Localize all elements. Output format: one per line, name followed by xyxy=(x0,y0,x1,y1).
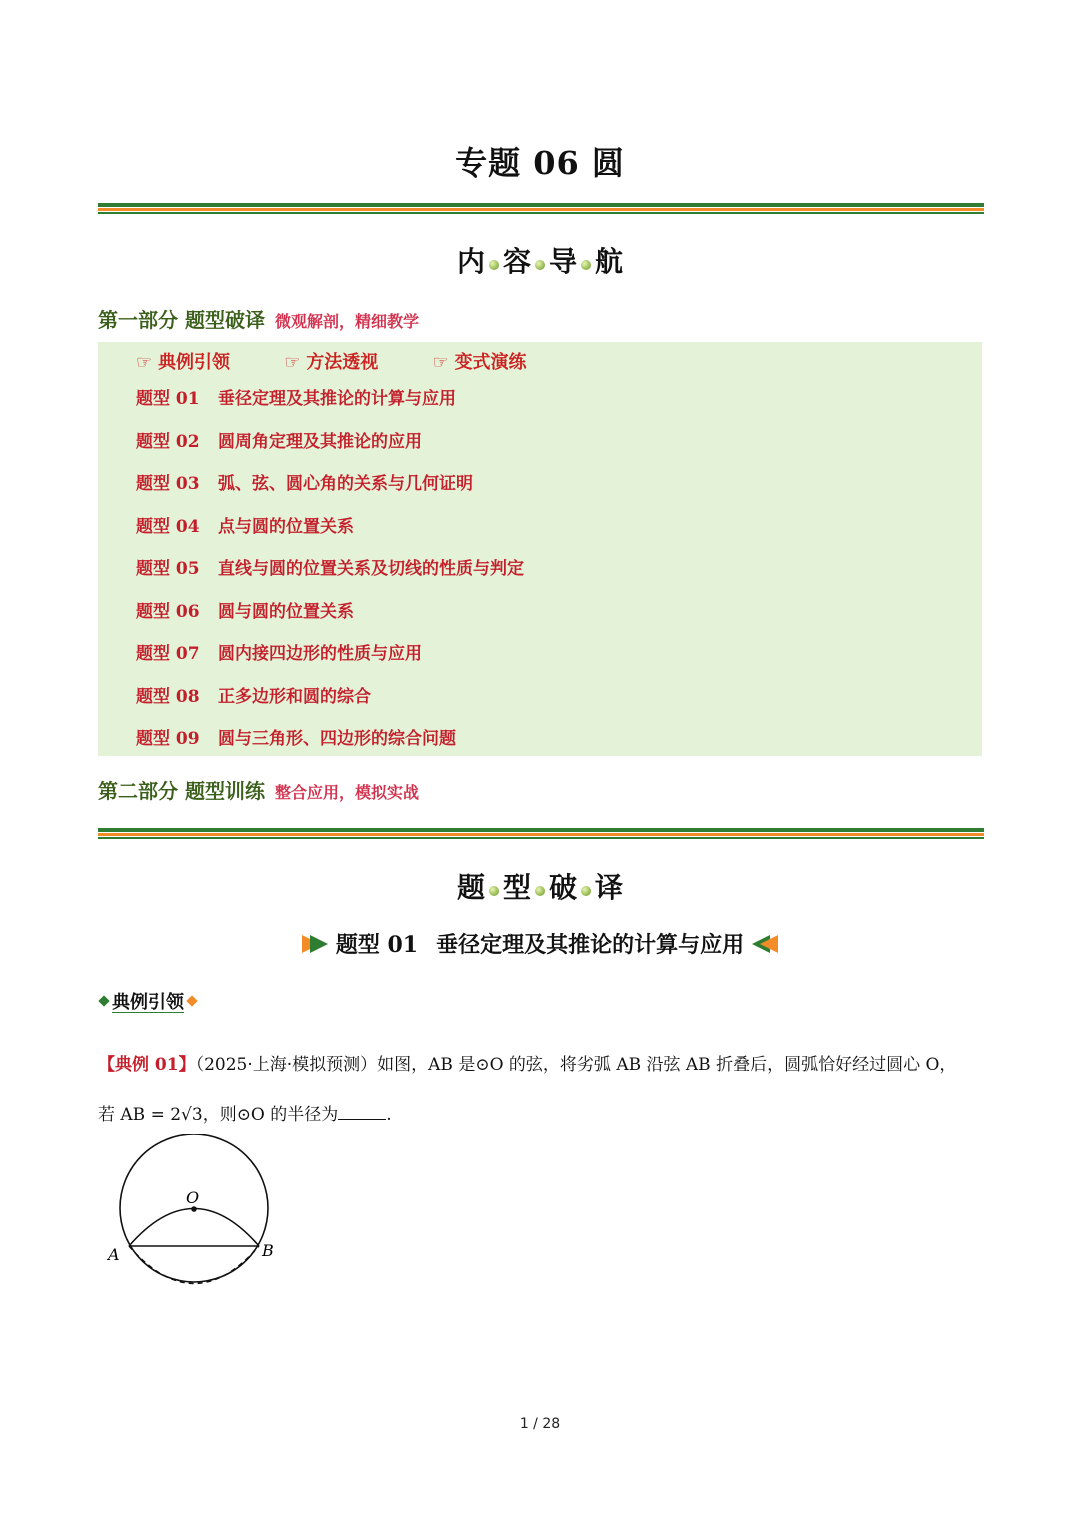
type-title: 垂径定理及其推论的计算与应用 xyxy=(436,933,745,958)
section-heading xyxy=(0,866,1080,906)
question-line-1 xyxy=(98,1040,988,1090)
toc-item[interactable]: 题型 07 圆内接四边形的性质与应用 xyxy=(136,644,422,664)
nav-heading-char: 内 xyxy=(456,245,485,278)
tag-examples: ☞ 典例引领 xyxy=(136,352,230,373)
example-source: （2025·上海·模拟预测）如图， xyxy=(195,1055,429,1075)
original-arc xyxy=(129,1246,259,1284)
diamond-icon xyxy=(98,995,109,1006)
question-line-2 xyxy=(98,1090,988,1140)
section-heading-char: 题 xyxy=(456,871,485,904)
nav-heading-char: 航 xyxy=(595,245,624,278)
toc-item[interactable]: 题型 05 直线与圆的位置关系及切线的性质与判定 xyxy=(136,559,524,579)
top-divider xyxy=(98,203,984,213)
toc-item[interactable]: 题型 06 圆与圆的位置关系 xyxy=(136,601,354,622)
part2-heading xyxy=(98,775,419,804)
pointing-hand-icon: ☞ xyxy=(284,352,301,373)
dot-icon xyxy=(489,260,499,270)
pointing-hand-icon: ☞ xyxy=(432,352,449,373)
tag-practice: ☞ 变式演练 xyxy=(432,352,527,373)
example-question xyxy=(98,1040,988,1140)
toc-item[interactable]: 题型 01 垂径定理及其推论的计算与应用 xyxy=(136,389,456,409)
dot-icon xyxy=(535,886,545,896)
folded-arc xyxy=(129,1209,259,1247)
mid-divider xyxy=(98,828,984,838)
label-a: A xyxy=(108,1245,120,1264)
toc-item[interactable]: 题型 02 圆周角定理及其推论的应用 xyxy=(136,431,422,452)
page-title: 专题 06 圆 xyxy=(455,144,625,182)
arrow-right-icon xyxy=(310,935,328,953)
diamond-icon xyxy=(186,995,197,1006)
part2-subtitle: 整合应用，模拟实战 xyxy=(274,783,419,802)
example-tag: 【典例 01】 xyxy=(98,1055,196,1075)
example-period: . xyxy=(386,1105,392,1125)
toc-item[interactable]: 题型 09 圆与三角形、四边形的综合问题 xyxy=(136,729,456,749)
part2-label: 第二部分 题型训练 xyxy=(98,779,265,803)
section-heading-char: 破 xyxy=(549,871,578,904)
nav-tags xyxy=(136,348,575,374)
pointing-hand-icon: ☞ xyxy=(136,352,153,373)
tag-methods: ☞ 方法透视 xyxy=(284,352,379,373)
toc-item[interactable]: 题型 08 正多边形和圆的综合 xyxy=(136,686,371,707)
example-section-label: 典例引领 xyxy=(100,988,200,1014)
answer-blank[interactable] xyxy=(338,1101,386,1120)
label-o: O xyxy=(186,1188,200,1207)
circle-figure xyxy=(104,1134,304,1294)
section-heading-char: 型 xyxy=(502,871,531,904)
page-number: 1 / 28 xyxy=(519,1416,561,1432)
toc-item[interactable]: 题型 04 点与圆的位置关系 xyxy=(136,516,354,537)
part1-subtitle: 微观解剖，精细教学 xyxy=(274,312,419,331)
arrow-left-icon xyxy=(760,935,778,953)
dot-icon xyxy=(581,260,591,270)
section-heading-char: 译 xyxy=(595,871,624,904)
toc-item[interactable]: 题型 03 弧、弦、圆心角的关系与几何证明 xyxy=(136,474,473,494)
nav-heading-char: 容 xyxy=(502,245,531,278)
type-number: 题型 01 xyxy=(335,932,419,958)
nav-heading-char: 导 xyxy=(549,245,578,278)
part1-heading xyxy=(98,304,419,333)
toc-list xyxy=(136,384,524,767)
example-condition: 若 AB = 2√3，则⊙O 的半径为 xyxy=(98,1105,339,1125)
type-heading xyxy=(0,928,1080,959)
example-text: AB 是⊙O 的弦，将劣弧 AB 沿弦 AB 折叠后，圆弧恰好经过圆心 O， xyxy=(428,1055,957,1075)
part1-label: 第一部分 题型破译 xyxy=(98,308,265,332)
dot-icon xyxy=(489,886,499,896)
dot-icon xyxy=(535,260,545,270)
center-point xyxy=(191,1206,197,1212)
label-b: B xyxy=(262,1241,274,1260)
dot-icon xyxy=(581,886,591,896)
nav-heading xyxy=(0,240,1080,280)
